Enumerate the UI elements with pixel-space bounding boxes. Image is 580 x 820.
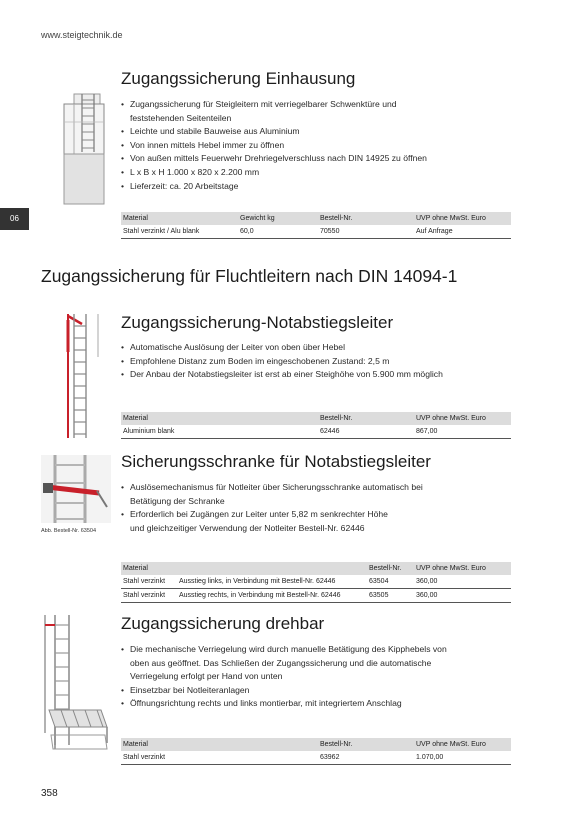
table-cell: 360,00 (414, 575, 511, 589)
table-cell: Stahl verzinkt (121, 589, 177, 603)
spec-table-notabstiegsleiter (121, 412, 511, 439)
table-cell: Stahl verzinkt (121, 751, 318, 765)
feature-item: • Erforderlich bei Zugängen zur Leiter unter 5,82 m senkrechter Höhe und gleichzeitiger Verwendung der Notleiter Bestell-Nr. 62446 (121, 508, 541, 535)
table-cell: Aluminium blank (121, 425, 318, 439)
table-cell: 360,00 (414, 589, 511, 603)
feature-item: • Auslösemechanismus für Notleiter über Sicherungsschranke automatisch bei Betätigung der Schranke (121, 481, 541, 508)
table-row (121, 425, 511, 439)
feature-item: • Zugangssicherung für Steigleitern mit verriegelbarer Schwenktüre und feststehenden Seitenteilen (121, 98, 541, 125)
column-header: Material (121, 562, 177, 575)
feature-item: • Empfohlene Distanz zum Boden im eingeschobenen Zustand: 2,5 m (121, 355, 541, 369)
feature-list-einhausung (121, 98, 541, 193)
table-cell: Stahl verzinkt / Alu blank (121, 225, 238, 239)
spec-table-drehbar (121, 738, 511, 765)
rotating-gate-image (41, 615, 111, 755)
table-cell: 1.070,00 (414, 751, 511, 765)
feature-list-notabstiegsleiter (121, 341, 541, 382)
feature-item: • Von außen mittels Feuerwehr Drehriegelverschluss nach DIN 14925 zu öffnen (121, 152, 541, 166)
table-row (121, 751, 511, 765)
section-heading: Zugangssicherung für Fluchtleitern nach DIN 14094-1 (41, 266, 458, 286)
table-cell: 63505 (367, 589, 414, 603)
column-header: Material (121, 212, 238, 225)
column-header: Material (121, 412, 318, 425)
table-cell: 62446 (318, 425, 414, 439)
table-cell: 63504 (367, 575, 414, 589)
emergency-ladder-image (60, 312, 105, 440)
feature-item: • Öffnungsrichtung rechts und links montierbar, mit integriertem Anschlag (121, 697, 541, 711)
column-header: UVP ohne MwSt. Euro (414, 212, 511, 225)
product-title-sicherungsschranke: Sicherungsschranke für Notabstiegsleiter (121, 452, 431, 471)
feature-item: • Der Anbau der Notabstiegsleiter ist erst ab einer Steighöhe von 5.900 mm möglich (121, 368, 541, 382)
table-cell: 60,0 (238, 225, 318, 239)
site-url: www.steigtechnik.de (41, 30, 123, 40)
product-title-einhausung: Zugangssicherung Einhausung (121, 69, 356, 88)
table-header-row (121, 738, 511, 751)
column-header: Bestell-Nr. (318, 412, 414, 425)
product-title-notabstiegsleiter: Zugangssicherung-Notabstiegsleiter (121, 313, 394, 332)
spec-table-sicherungsschranke (121, 562, 511, 603)
column-header: Bestell-Nr. (367, 562, 414, 575)
table-header-row (121, 412, 511, 425)
column-header (177, 562, 367, 575)
table-cell: Ausstieg rechts, in Verbindung mit Bestell-Nr. 62446 (177, 589, 367, 603)
spec-table-einhausung (121, 212, 511, 239)
feature-item: • L x B x H 1.000 x 820 x 2.200 mm (121, 166, 541, 180)
table-row (121, 589, 511, 603)
table-cell: Auf Anfrage (414, 225, 511, 239)
table-cell: Stahl verzinkt (121, 575, 177, 589)
column-header: Bestell-Nr. (318, 212, 414, 225)
column-header: Gewicht kg (238, 212, 318, 225)
feature-list-sicherungsschranke (121, 481, 541, 535)
feature-item: • Automatische Auslösung der Leiter von oben über Hebel (121, 341, 541, 355)
table-header-row (121, 562, 511, 575)
column-header: UVP ohne MwSt. Euro (414, 412, 511, 425)
feature-item: • Leichte und stabile Bauweise aus Aluminium (121, 125, 541, 139)
chapter-tab: 06 (0, 208, 29, 230)
image-caption: Abb. Bestell-Nr. 63504 (41, 528, 97, 534)
table-cell: 867,00 (414, 425, 511, 439)
feature-list-drehbar (121, 643, 541, 711)
column-header: Material (121, 738, 318, 751)
safety-barrier-image (41, 455, 111, 523)
table-header-row (121, 212, 511, 225)
column-header: Bestell-Nr. (318, 738, 414, 751)
table-cell: Ausstieg links, in Verbindung mit Bestell-Nr. 62446 (177, 575, 367, 589)
feature-item: • Von innen mittels Hebel immer zu öffnen (121, 139, 541, 153)
table-row (121, 575, 511, 589)
column-header: UVP ohne MwSt. Euro (414, 738, 511, 751)
page-number: 358 (41, 788, 58, 799)
column-header: UVP ohne MwSt. Euro (414, 562, 511, 575)
table-cell: 63962 (318, 751, 414, 765)
table-row (121, 225, 511, 239)
feature-item: • Die mechanische Verriegelung wird durch manuelle Betätigung des Kipphebels von oben aus geöffnet. Das Schließen der Zugangssicherung und die automatische Verriegelung erfolgt per Hand von unten (121, 643, 541, 684)
product-title-drehbar: Zugangssicherung drehbar (121, 614, 325, 633)
feature-item: • Lieferzeit: ca. 20 Arbeitstage (121, 180, 541, 194)
enclosure-product-image (60, 92, 110, 207)
table-cell: 70550 (318, 225, 414, 239)
feature-item: • Einsetzbar bei Notleiteranlagen (121, 684, 541, 698)
